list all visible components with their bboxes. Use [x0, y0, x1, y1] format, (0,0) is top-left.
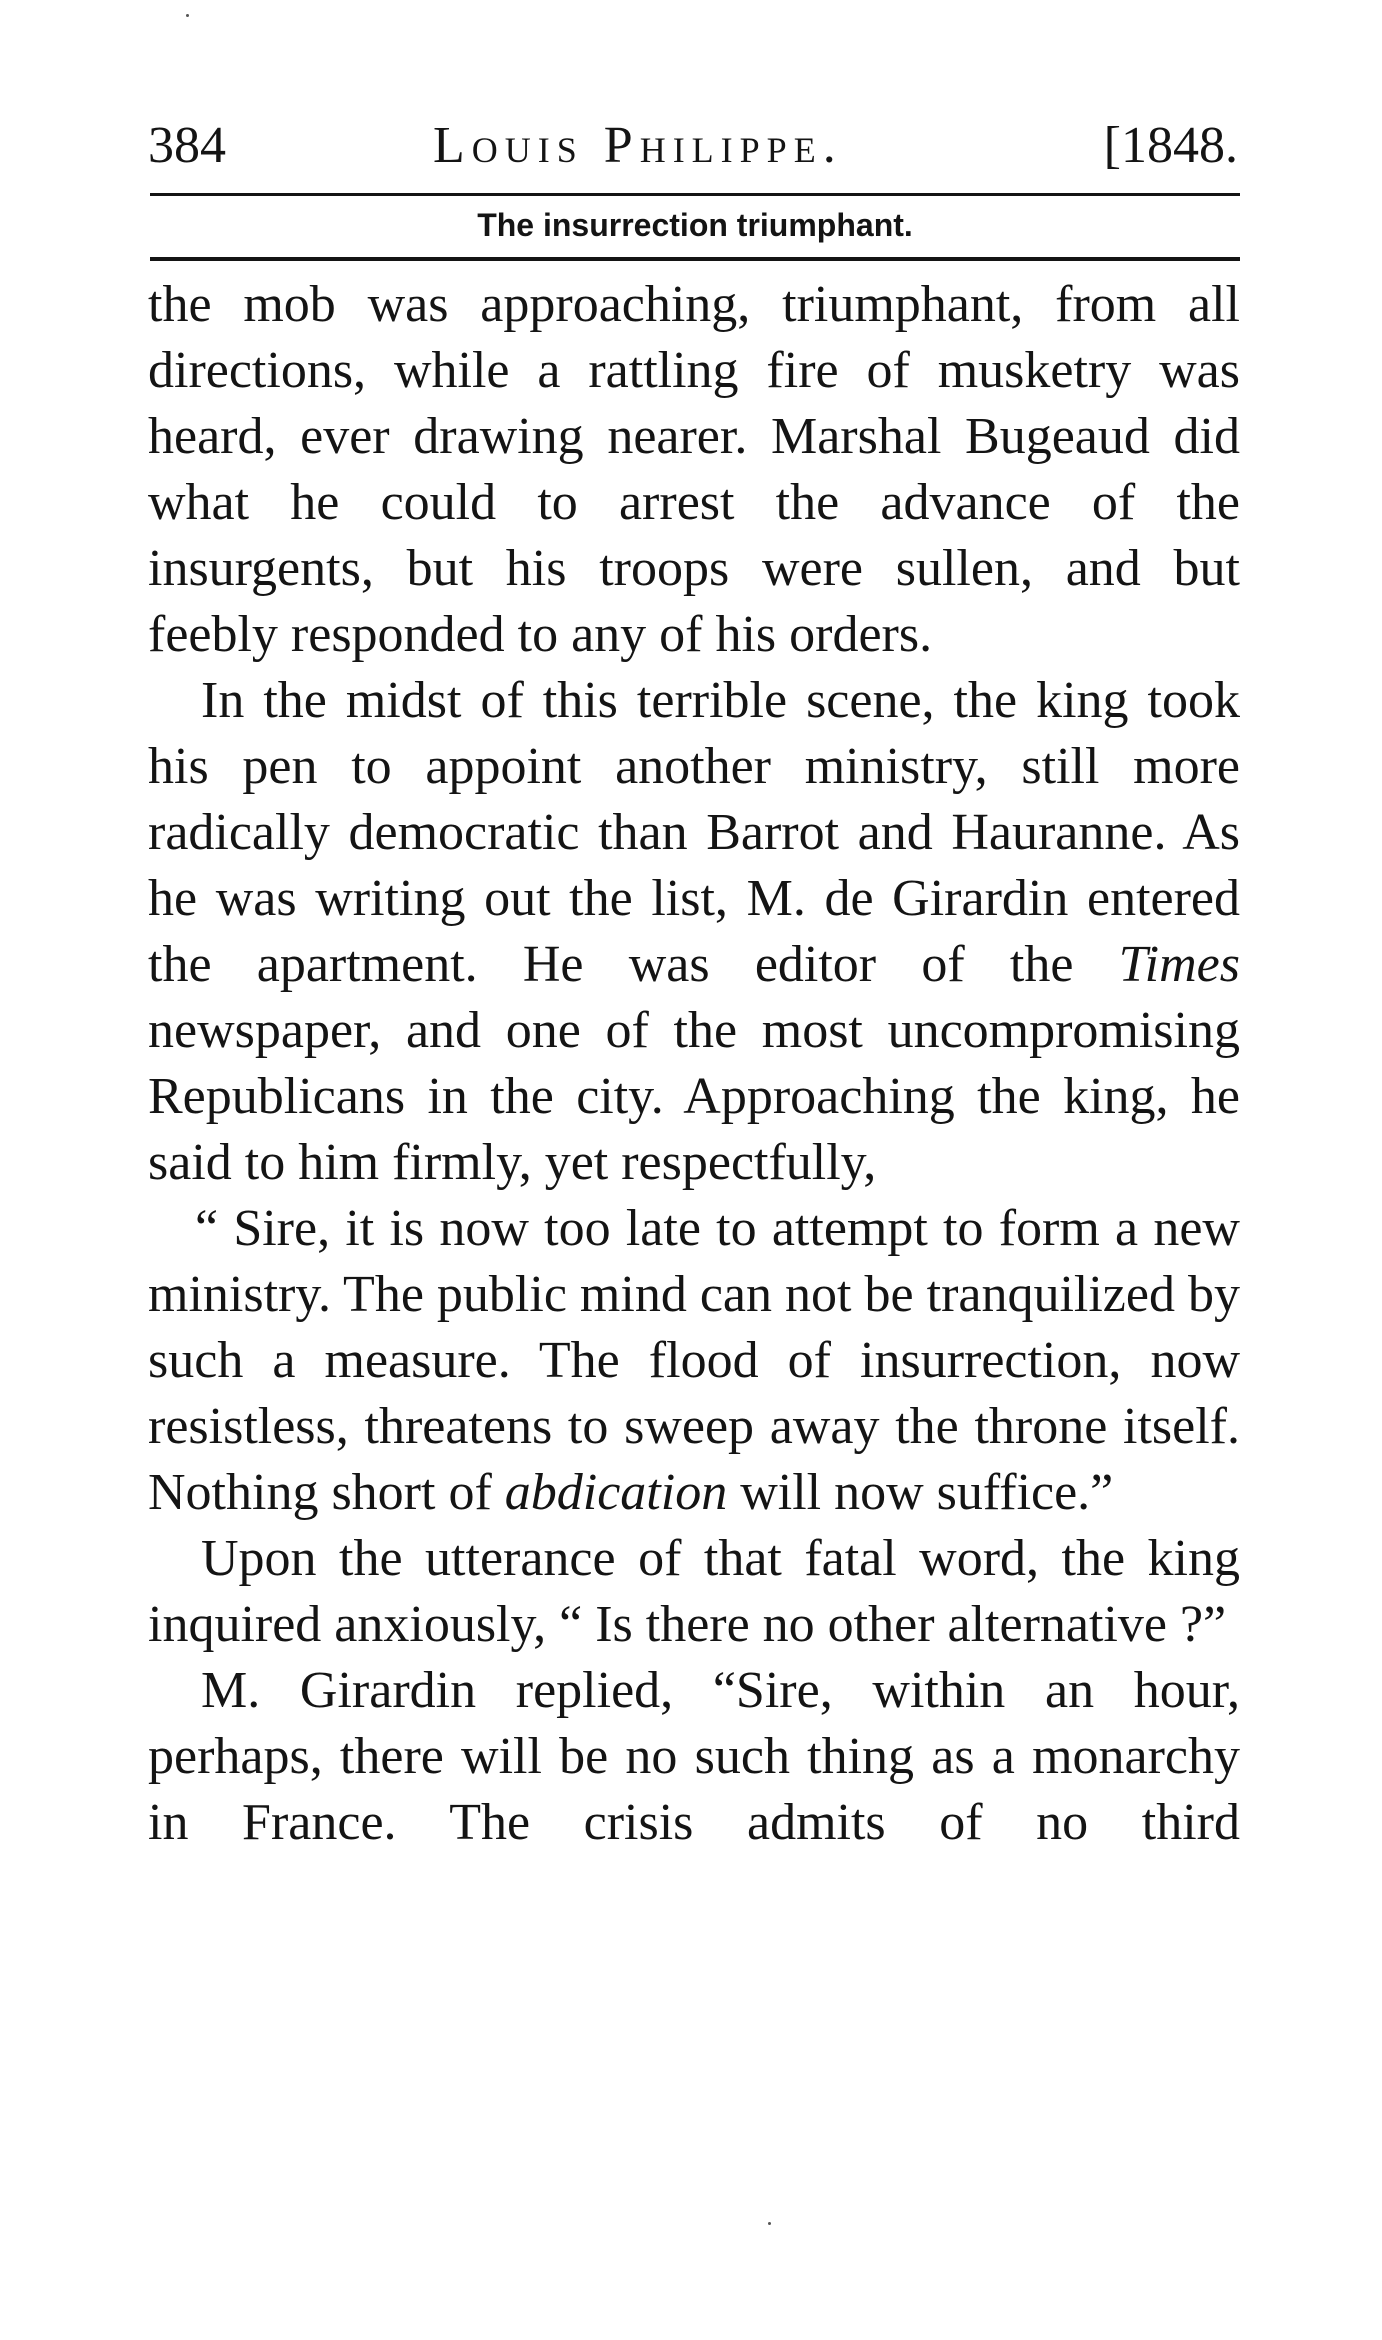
paragraph-2	[148, 668, 1240, 1196]
paragraph-5: M. Girardin replied, “Sire, within an hour, perhaps, there will be no such thing as a monarchy in France. The crisis admits of no third	[148, 1662, 1240, 1851]
running-year: [1848.	[1103, 117, 1238, 174]
paragraph-3	[148, 1196, 1240, 1526]
paragraph-3-text-a: “ Sire, it is now too late to attempt to form a new ministry. The public mind can not be tranquilized by such a measure. The flood of insurrection, now resistless, threatens to sweep away the throne itself. Nothing short of	[148, 1200, 1240, 1521]
section-heading: The insurrection triumphant.	[477, 207, 913, 243]
header-rule-top	[150, 193, 1240, 196]
ink-speck-bottom	[768, 2222, 771, 2225]
paragraph-2-italic: Times	[1118, 936, 1240, 993]
page-number: 384	[148, 117, 226, 174]
paragraph-1: the mob was approaching, triumphant, from all directions, while a rattling fire of musketry was heard, ever drawing nearer. Marshal Bugeaud did what he could to arrest the advance of the insurgents, but his troops were sullen, and but feebly responded to any of his orders.	[148, 276, 1240, 663]
ink-speck-top	[186, 14, 189, 17]
running-title: Louis Philippe.	[433, 117, 843, 174]
paragraph-3-italic: abdication	[504, 1464, 728, 1521]
body-text	[148, 272, 1240, 1856]
header-rule-bottom	[150, 257, 1240, 261]
paragraph-2-text-b: newspaper, and one of the most uncompromising Republicans in the city. Approaching the king, he said to him firmly, yet respectfully,	[148, 1002, 1240, 1191]
paragraph-3-text-b: will now suffice.”	[727, 1464, 1114, 1521]
running-head	[148, 110, 1238, 182]
paragraph-4: Upon the utterance of that fatal word, the king inquired anxiously, “ Is there no other alternative ?”	[148, 1530, 1240, 1653]
paragraph-2-text-a: In the midst of this terrible scene, the king took his pen to appoint another ministry, still more radically democratic than Barrot and Hauranne. As he was writing out the list, M. de Girardin entered the apartment. He was editor of the	[148, 672, 1240, 993]
